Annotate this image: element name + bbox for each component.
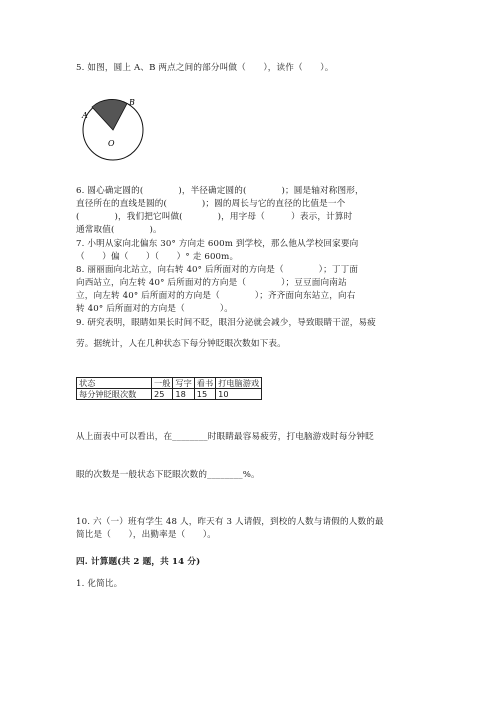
question-8-line-4: 转 40° 后所面对的方向是（ ）。	[76, 304, 234, 314]
table-cell: 15	[194, 389, 215, 400]
question-9-line-2: 劳。据统计，人在几种状态下每分钟眨眼次数如下表。	[76, 339, 286, 349]
question-10-line-2: 简比是（ ），出勤率是（ ）。	[76, 530, 217, 540]
question-8-line-3: 立，向左转 40° 后所面对的方向是（ ）；齐齐面向东站立，向右	[76, 291, 356, 301]
table-header-row	[77, 378, 262, 389]
question-9-fill-line-2: 眼的次数是一般状态下眨眼次数的________%。	[76, 470, 260, 480]
question-4-1: 1. 化简比。	[76, 579, 123, 589]
point-a-label: A	[82, 111, 88, 120]
section-4-heading: 四. 计算题(共 2 题，共 14 分)	[76, 557, 201, 567]
table-row	[77, 389, 262, 400]
question-9-line-1: 9. 研究表明，眼睛如果长时间不眨，眼泪分泌就会减少，导致眼睛干涩，易疲	[76, 318, 376, 328]
question-7-line-2: （ ）偏（ ）（ ）° 走 600m。	[76, 252, 239, 262]
radius-label-right: r	[121, 114, 125, 122]
point-b-label: B	[129, 98, 135, 107]
table-cell: 25	[152, 389, 173, 400]
question-8-line-1: 8. 丽丽面向北站立，向右转 40° 后所面对的方向是（ ）；丁丁面	[76, 265, 359, 275]
question-6-line-1: 6. 圆心确定圆的( )，半径确定圆的( )；圆是轴对称图形，	[76, 186, 364, 196]
question-7-line-1: 7. 小明从家向北偏东 30° 方向走 600m 到学校，那么他从学校回家要向	[76, 239, 359, 249]
table-header-cell: 状态	[77, 378, 152, 389]
table-cell: 18	[173, 389, 194, 400]
blink-rate-table	[76, 377, 262, 400]
question-6-line-3: ( )，我们把它叫做( )，用字母（ ）表示，计算时	[76, 212, 353, 222]
table-header-cell: 打电脑游戏	[216, 378, 262, 389]
question-8-line-2: 向西站立，向左转 40° 后所面对的方向是（ ）；豆豆面向南站	[76, 278, 347, 288]
table-cell: 10	[216, 389, 262, 400]
question-6-line-4: 通常取值( )。	[76, 225, 162, 235]
question-6-line-2: 直径所在的直线是圆的( )；圆的周长与它的直径的比值是一个	[76, 199, 346, 209]
table-header-cell: 一般	[152, 378, 173, 389]
question-9-fill-line-1: 从上面表中可以看出，在________时眼睛最容易疲劳，打电脑游戏时每分钟眨	[76, 432, 374, 442]
circle-arc-figure	[76, 92, 148, 166]
question-5: 5. 如图，圆上 A、B 两点之间的部分叫做（ ），读作（ ）。	[76, 63, 334, 73]
table-header-cell: 写字	[173, 378, 194, 389]
center-o-label: O	[108, 139, 115, 148]
table-cell: 每分钟眨眼次数	[77, 389, 152, 400]
question-10-line-1: 10. 六（一）班有学生 48 人，昨天有 3 人请假，到校的人数与请假的人数的最	[76, 517, 384, 527]
radius-label-left: r	[98, 119, 102, 127]
table-header-cell: 看书	[194, 378, 215, 389]
